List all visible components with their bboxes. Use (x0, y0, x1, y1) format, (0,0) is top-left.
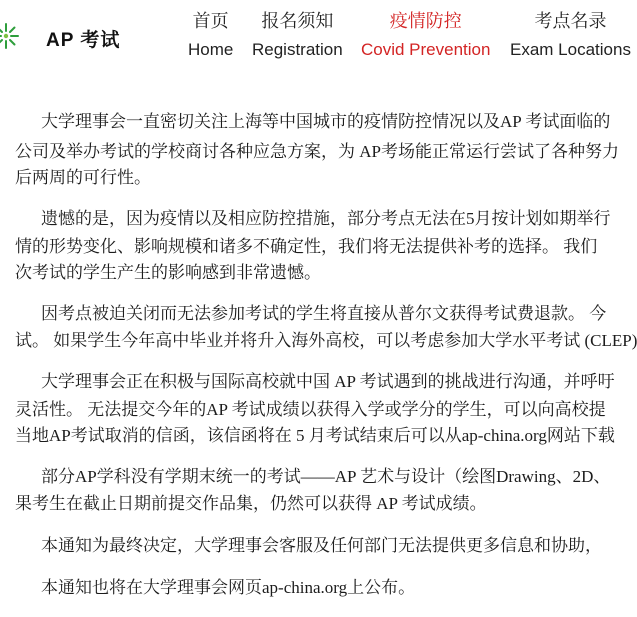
article-line: 当地AP考试取消的信函，该信函将在 5 月考试结束后可以从ap-china.org网站下载 (15, 426, 615, 445)
article-line: 试。 如果学生今年高中毕业并将升入海外高校，可以考虑参加大学水平考试 (CLEP) (15, 331, 637, 350)
article-line: 大学理事会一直密切关注上海等中国城市的疫情防控情况以及AP 考试面临的 (41, 112, 611, 131)
nav-covid-prevention-zh: 疫情防控 (389, 11, 462, 31)
article-line: 因考点被迫关闭而无法参加考试的学生将直接从普尔文获得考试费退款。 今 (41, 304, 607, 323)
article-line: 情的形势变化、影响规模和诸多不确定性，我们将无法提供补考的选择。 我们 (15, 237, 598, 256)
article-line: 灵活性。 无法提交今年的AP 考试成绩以获得入学或学分的学生，可以向高校提 (15, 400, 606, 419)
nav-registration-en: Registration (252, 40, 343, 59)
nav-exam-locations[interactable] (510, 10, 631, 61)
nav-home-zh: 首页 (192, 11, 229, 31)
article-line: 部分AP学科没有学期末统一的考试——AP 艺术与设计（绘图Drawing、2D、 (41, 467, 611, 486)
brand-name[interactable]: AP 考试 (46, 30, 121, 51)
nav-home[interactable] (188, 10, 233, 61)
article-line: 本通知也将在大学理事会网页ap-china.org上公布。 (41, 578, 416, 597)
article-line: 次考试的学生产生的影响感到非常遗憾。 (15, 263, 321, 282)
article-line: 大学理事会正在积极与国际高校就中国 AP 考试遇到的挑战进行沟通，并呼吁 (41, 372, 615, 391)
site-header (0, 0, 631, 75)
sparkle-logo-icon[interactable] (0, 22, 20, 50)
article-line: 公司及举办考试的学校商讨各种应急方案，为 AP考场能正常运行尝试了各种努力 (15, 142, 619, 161)
nav-covid-prevention[interactable] (361, 10, 490, 61)
article-line: 遗憾的是，因为疫情以及相应防控措施，部分考点无法在5月按计划如期举行 (41, 209, 611, 228)
nav-covid-prevention-en: Covid Prevention (361, 40, 491, 59)
nav-exam-locations-en: Exam Locations (510, 40, 631, 59)
nav-exam-locations-zh: 考点名录 (534, 11, 607, 31)
nav-registration[interactable] (252, 10, 343, 61)
article-line: 后两周的可行性。 (15, 168, 151, 187)
nav-registration-zh: 报名须知 (261, 11, 334, 31)
article-line: 本通知为最终决定，大学理事会客服及任何部门无法提供更多信息和协助， (41, 536, 602, 555)
article-line: 果考生在截止日期前提交作品集，仍然可以获得 AP 考试成绩。 (15, 494, 487, 513)
nav-home-en: Home (188, 40, 234, 59)
